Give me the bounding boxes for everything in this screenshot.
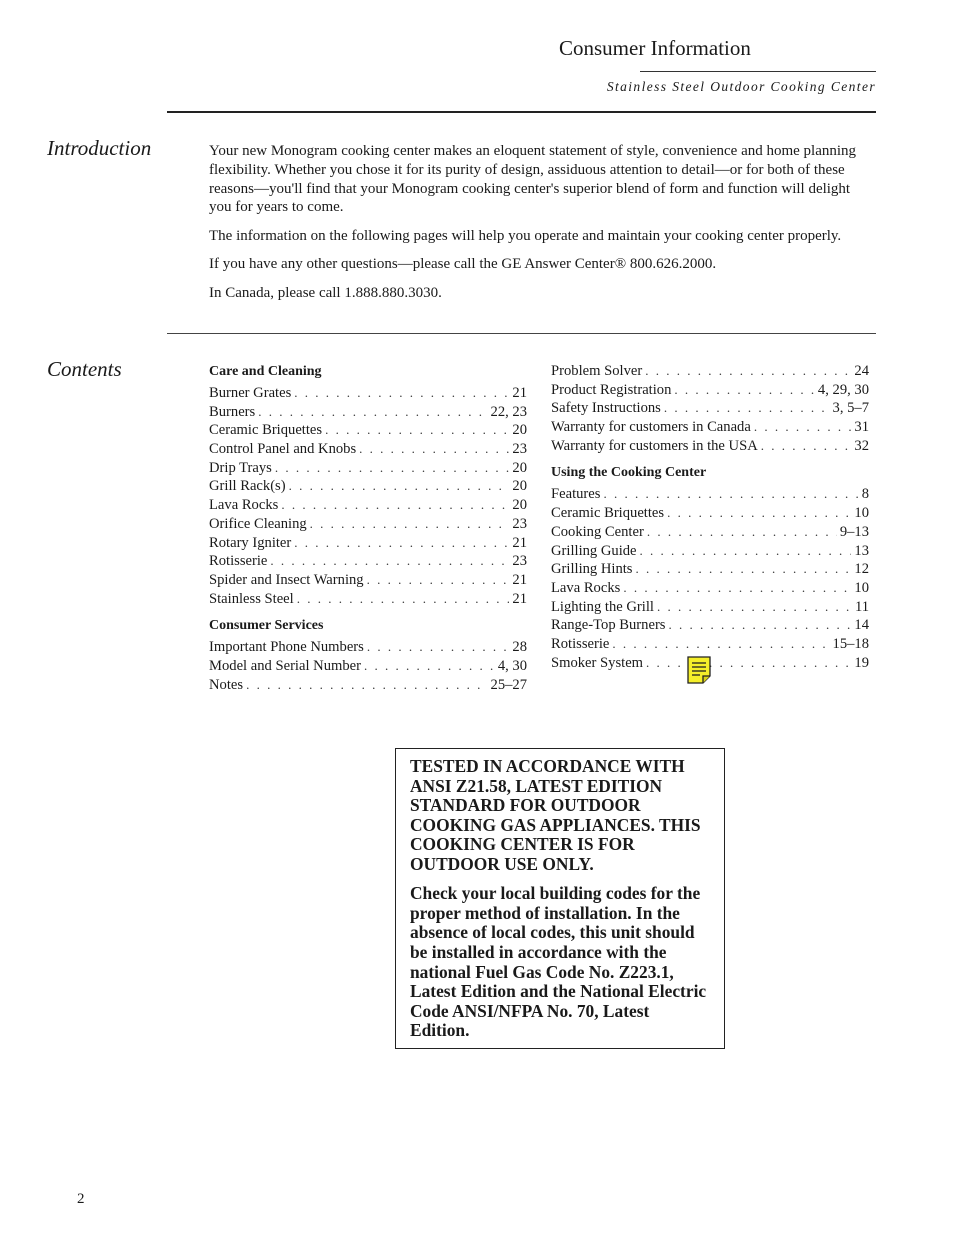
contents-group-heading: Care and Cleaning bbox=[209, 364, 322, 379]
dot-leader bbox=[294, 384, 509, 403]
contents-entry-label: Problem Solver bbox=[551, 363, 643, 379]
contents-entry bbox=[209, 496, 527, 515]
contents-entry bbox=[209, 571, 527, 590]
contents-entry-page: 23 bbox=[512, 441, 527, 458]
contents-entry-page: 20 bbox=[512, 478, 527, 495]
contents-entry-label: Grilling Hints bbox=[551, 561, 633, 578]
dot-leader bbox=[667, 504, 851, 523]
section-divider bbox=[167, 333, 876, 334]
contents-entry-page: 9–13 bbox=[839, 523, 869, 540]
contents-entry bbox=[209, 515, 527, 534]
contents-entry-label: Important Phone Numbers bbox=[209, 639, 364, 656]
contents-group bbox=[551, 463, 869, 672]
contents-entry-label: Spider and Insect Warning bbox=[209, 571, 364, 588]
contents-entry-label: Orifice Cleaning bbox=[209, 515, 307, 532]
contents-group bbox=[209, 362, 527, 608]
contents-right-column bbox=[551, 362, 869, 672]
contents-entry-page: 21 bbox=[512, 571, 527, 588]
contents-entry bbox=[209, 552, 527, 571]
contents-entry bbox=[551, 635, 869, 654]
contents-entry bbox=[551, 598, 869, 617]
contents-entry-page: 19 bbox=[854, 654, 869, 671]
dot-leader bbox=[359, 440, 509, 459]
page-header-title: Consumer Information bbox=[559, 36, 751, 60]
contents-entry-page: 21 bbox=[512, 385, 527, 401]
sticky-note-icon[interactable] bbox=[687, 656, 711, 684]
dot-leader bbox=[297, 590, 510, 609]
contents-entry-label: Safety Instructions bbox=[551, 400, 661, 417]
dot-leader bbox=[367, 638, 510, 657]
contents-entry bbox=[209, 657, 527, 676]
contents-entry bbox=[209, 534, 527, 553]
contents-entry bbox=[551, 399, 869, 418]
contents-entry-page: 32 bbox=[854, 437, 869, 454]
contents-entry-label: Rotisserie bbox=[551, 635, 610, 652]
dot-leader bbox=[603, 485, 858, 504]
dot-leader bbox=[635, 560, 851, 579]
contents-entry-page: 28 bbox=[512, 639, 527, 656]
contents-entry bbox=[551, 542, 869, 561]
contents-entry-label: Features bbox=[551, 486, 601, 503]
contents-entry bbox=[209, 638, 527, 657]
header-divider bbox=[640, 71, 876, 72]
contents-left-column bbox=[209, 362, 527, 694]
contents-entry-page: 11 bbox=[854, 598, 869, 615]
contents-entry-page: 12 bbox=[854, 561, 869, 578]
contents-entry bbox=[209, 676, 527, 695]
contents-entry bbox=[551, 504, 869, 523]
contents-entry-page: 25–27 bbox=[490, 676, 527, 693]
contents-entry-label: Lava Rocks bbox=[551, 579, 621, 596]
contents-entry-page: 23 bbox=[512, 553, 527, 570]
dot-leader bbox=[645, 362, 851, 381]
contents-entry-page: 24 bbox=[854, 363, 869, 379]
contents-entry-page: 10 bbox=[854, 579, 869, 596]
contents-entry-label: Warranty for customers in Canada bbox=[551, 419, 751, 436]
contents-entry-page: 20 bbox=[512, 459, 527, 476]
contents-entry-page: 8 bbox=[861, 486, 869, 503]
contents-entry-label: Grilling Guide bbox=[551, 542, 637, 559]
contents-entry-label: Drip Trays bbox=[209, 459, 272, 476]
dot-leader bbox=[294, 534, 509, 553]
dot-leader bbox=[275, 459, 510, 478]
dot-leader bbox=[754, 418, 852, 437]
dot-leader bbox=[668, 616, 851, 635]
contents-entry-label: Burners bbox=[209, 403, 256, 420]
intro-paragraph: In Canada, please call 1.888.880.3030. bbox=[209, 284, 442, 301]
contents-entry-label: Warranty for customers in the USA bbox=[551, 437, 758, 454]
contents-entry bbox=[209, 421, 527, 440]
contents-entry bbox=[551, 418, 869, 437]
contents-entry-label: Rotary Igniter bbox=[209, 534, 292, 551]
contents-group bbox=[209, 616, 527, 694]
contents-entry-label: Model and Serial Number bbox=[209, 657, 361, 674]
contents-entry bbox=[551, 437, 869, 456]
dot-leader bbox=[246, 676, 487, 695]
contents-entry-label: Product Registration bbox=[551, 381, 672, 398]
contents-entry bbox=[209, 477, 527, 496]
contents-entry-label: Range-Top Burners bbox=[551, 617, 666, 634]
contents-entry bbox=[551, 579, 869, 598]
contents-entry-label: Ceramic Briquettes bbox=[209, 422, 323, 439]
contents-entry-page: 21 bbox=[512, 590, 527, 607]
dot-leader bbox=[612, 635, 829, 654]
contents-entry bbox=[551, 523, 869, 542]
dot-leader bbox=[270, 552, 509, 571]
contents-entry-label: Notes bbox=[209, 676, 244, 693]
contents-entry-page: 22, 23 bbox=[490, 403, 527, 420]
contents-entry-label: Smoker System bbox=[551, 654, 644, 671]
contents-entry-label: Ceramic Briquettes bbox=[551, 505, 665, 522]
contents-entry-page: 23 bbox=[512, 515, 527, 532]
contents-entry bbox=[551, 381, 869, 400]
contents-entry-page: 4, 29, 30 bbox=[817, 381, 869, 398]
page-header-subtitle: Stainless Steel Outdoor Cooking Center bbox=[606, 79, 876, 94]
contents-entry-label: Burner Grates bbox=[209, 385, 292, 401]
intro-paragraph: Your new Monogram cooking center makes an eloquent statement of style, convenience and home planning flexibility. Whether you chose it for its purity of design, assiduous attention to detail—or for both of these reasons—you'll find that your Monogram cooking center's superior blend of form and function will delight you for years to come. bbox=[209, 143, 857, 216]
contents-group-heading: Using the Cooking Center bbox=[551, 465, 707, 481]
contents-entry-page: 20 bbox=[512, 497, 527, 514]
dot-leader bbox=[310, 515, 510, 534]
contents-entry-page: 4, 30 bbox=[497, 657, 527, 674]
contents-entry-label: Control Panel and Knobs bbox=[209, 441, 357, 458]
contents-entry bbox=[551, 616, 869, 635]
contents-entry-page: 15–18 bbox=[832, 635, 869, 652]
page-number: 2 bbox=[77, 1191, 85, 1207]
dot-leader bbox=[623, 579, 851, 598]
contents-entry-label: Lighting the Grill bbox=[551, 598, 654, 615]
contents-entry-page: 14 bbox=[854, 617, 869, 634]
introduction-heading: Introduction bbox=[47, 136, 152, 160]
introduction-body bbox=[209, 142, 859, 312]
contents-group bbox=[551, 362, 869, 455]
dot-leader bbox=[281, 496, 509, 515]
contents-entry bbox=[551, 485, 869, 504]
top-rule bbox=[167, 111, 876, 113]
dot-leader bbox=[258, 403, 487, 422]
contents-entry-page: 10 bbox=[854, 505, 869, 522]
contents-heading: Contents bbox=[47, 357, 122, 381]
contents-entry bbox=[209, 459, 527, 478]
notice-paragraph: TESTED IN ACCORDANCE WITH ANSI Z21.58, LATEST EDITION STANDARD FOR OUTDOOR COOKING GAS APPLIANCES. THIS COOKING CENTER IS FOR OUTDOOR USE ONLY. bbox=[410, 756, 701, 874]
contents-entry bbox=[551, 362, 869, 381]
contents-entry bbox=[209, 590, 527, 609]
contents-entry-label: Rotisserie bbox=[209, 553, 268, 570]
intro-paragraph: If you have any other questions—please call the GE Answer Center® 800.626.2000. bbox=[209, 256, 717, 273]
contents-group-heading: Consumer Services bbox=[209, 618, 324, 634]
dot-leader bbox=[367, 571, 510, 590]
safety-notice-box bbox=[395, 748, 725, 1049]
dot-leader bbox=[640, 542, 852, 561]
contents-entry-label: Grill Rack(s) bbox=[209, 478, 286, 495]
dot-leader bbox=[664, 399, 830, 418]
dot-leader bbox=[647, 523, 837, 542]
dot-leader bbox=[674, 381, 815, 400]
contents-entry-label: Cooking Center bbox=[551, 523, 644, 540]
contents-entry-page: 13 bbox=[854, 542, 869, 559]
notice-paragraph: Check your local building codes for the proper method of installation. In the absence of local codes, this unit should be installed in accordance with the national Fuel Gas Code No. Z223.1, Latest Edition and the National Electric Code ANSI/NFPA No. 70, Latest Edition. bbox=[410, 883, 707, 1041]
contents-entry-label: Lava Rocks bbox=[209, 497, 279, 514]
contents-entry bbox=[209, 403, 527, 422]
contents-entry-page: 31 bbox=[854, 419, 869, 436]
dot-leader bbox=[657, 598, 852, 617]
dot-leader bbox=[761, 437, 852, 456]
dot-leader bbox=[325, 421, 509, 440]
contents-entry bbox=[209, 440, 527, 459]
contents-entry-label: Stainless Steel bbox=[209, 590, 294, 607]
contents-entry bbox=[551, 560, 869, 579]
dot-leader bbox=[289, 477, 510, 496]
intro-paragraph: The information on the following pages will help you operate and maintain your cooking center properly. bbox=[209, 227, 842, 244]
contents-entry-page: 21 bbox=[512, 534, 527, 551]
contents-entry-page: 20 bbox=[512, 422, 527, 439]
dot-leader bbox=[364, 657, 495, 676]
contents-entry-page: 3, 5–7 bbox=[832, 400, 869, 417]
dot-leader bbox=[646, 654, 851, 673]
contents-entry bbox=[209, 384, 527, 403]
